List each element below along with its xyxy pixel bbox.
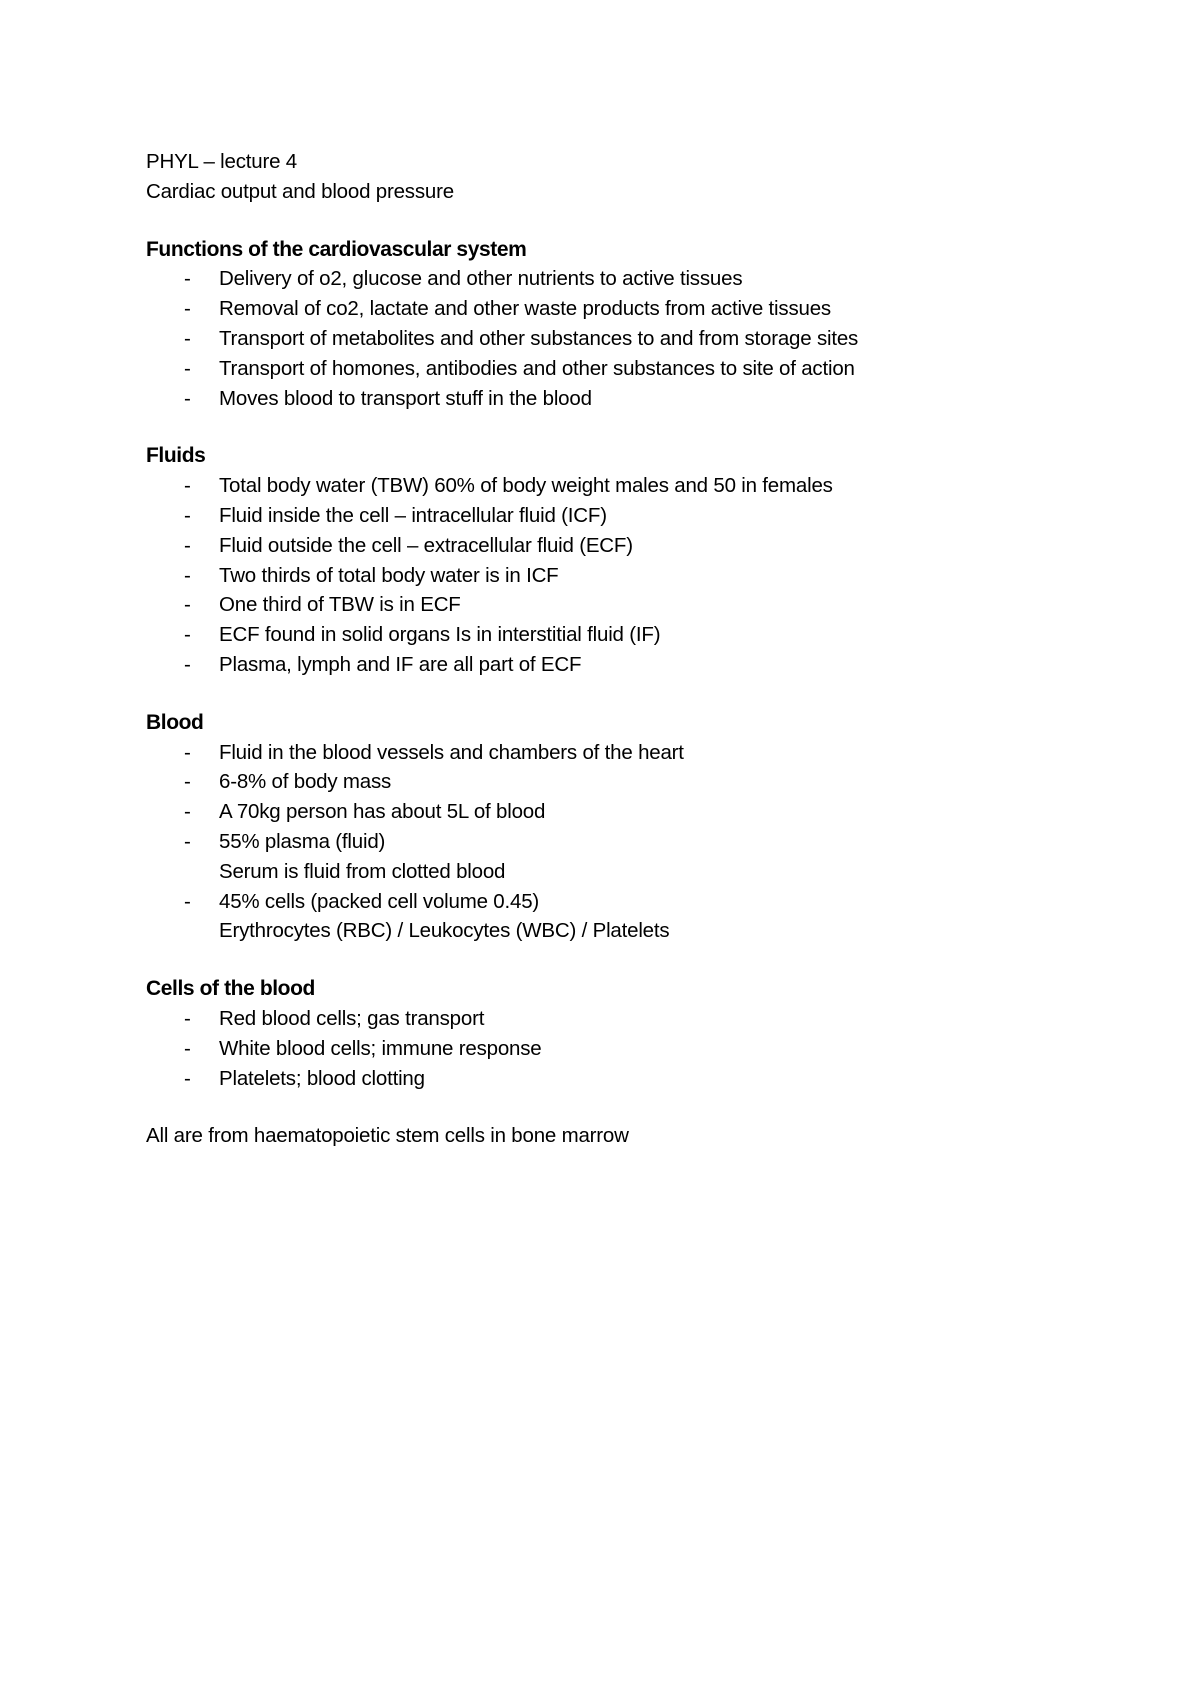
list-item-continuation: Erythrocytes (RBC) / Leukocytes (WBC) / Platelets (219, 919, 670, 943)
section-heading-functions: Functions of the cardiovascular system (146, 237, 527, 261)
list-item: - Fluid outside the cell – extracellular fluid (ECF) (146, 531, 1106, 561)
list-item: - Plasma, lymph and IF are all part of ECF (146, 650, 1106, 680)
bullet-dash: - (184, 503, 191, 527)
lecture-subtitle: Cardiac output and blood pressure (146, 179, 454, 203)
list-item: - Transport of metabolites and other substances to and from storage sites (146, 324, 1106, 354)
bullet-dash: - (184, 593, 191, 617)
document-body (146, 147, 1106, 1151)
footer-note: All are from haematopoietic stem cells in bone marrow (146, 1124, 629, 1148)
list-item: - Platelets; blood clotting (146, 1064, 1106, 1094)
bullet-dash: - (184, 356, 191, 380)
list-item-continuation: Serum is fluid from clotted blood (219, 859, 506, 883)
list-item: - 55% plasma (fluid) (146, 827, 1106, 857)
bullet-dash: - (184, 1006, 191, 1030)
bullet-dash: - (184, 386, 191, 410)
list-item: - One third of TBW is in ECF (146, 590, 1106, 620)
list-item: - Moves blood to transport stuff in the blood (146, 384, 1106, 414)
section-heading-fluids: Fluids (146, 444, 206, 468)
bullet-dash: - (184, 474, 191, 498)
bullet-dash: - (184, 297, 191, 321)
bullet-dash: - (184, 533, 191, 557)
section-heading-cells: Cells of the blood (146, 977, 315, 1001)
list-item: - Delivery of o2, glucose and other nutrients to active tissues (146, 264, 1106, 294)
list-item: - Transport of homones, antibodies and other substances to site of action (146, 354, 1106, 384)
lecture-title: PHYL – lecture 4 (146, 150, 298, 173)
bullet-dash: - (184, 770, 191, 794)
bullet-dash: - (184, 829, 191, 853)
bullet-dash: - (184, 326, 191, 350)
list-item: - 6-8% of body mass (146, 767, 1106, 797)
bullet-dash: - (184, 267, 191, 291)
list-item: - Two thirds of total body water is in ICF (146, 561, 1106, 591)
bullet-dash: - (184, 1036, 191, 1060)
list-item: - Removal of co2, lactate and other waste products from active tissues (146, 294, 1106, 324)
list-item: - Total body water (TBW) 60% of body weight males and 50 in females (146, 471, 1106, 501)
list-item: - 45% cells (packed cell volume 0.45) (146, 887, 1106, 917)
bullet-dash: - (184, 889, 191, 913)
bullet-dash: - (184, 623, 191, 647)
section-heading-blood: Blood (146, 710, 204, 734)
bullet-dash: - (184, 652, 191, 676)
bullet-dash: - (184, 563, 191, 587)
list-item: - Fluid inside the cell – intracellular fluid (ICF) (146, 501, 1106, 531)
bullet-dash: - (184, 740, 191, 764)
list-item: - ECF found in solid organs Is in interstitial fluid (IF) (146, 620, 1106, 650)
list-item: - Fluid in the blood vessels and chambers of the heart (146, 738, 1106, 768)
list-item: - Red blood cells; gas transport (146, 1004, 1106, 1034)
bullet-dash: - (184, 1066, 191, 1090)
bullet-dash: - (184, 800, 191, 824)
list-item: - White blood cells; immune response (146, 1034, 1106, 1064)
list-item: - A 70kg person has about 5L of blood (146, 797, 1106, 827)
